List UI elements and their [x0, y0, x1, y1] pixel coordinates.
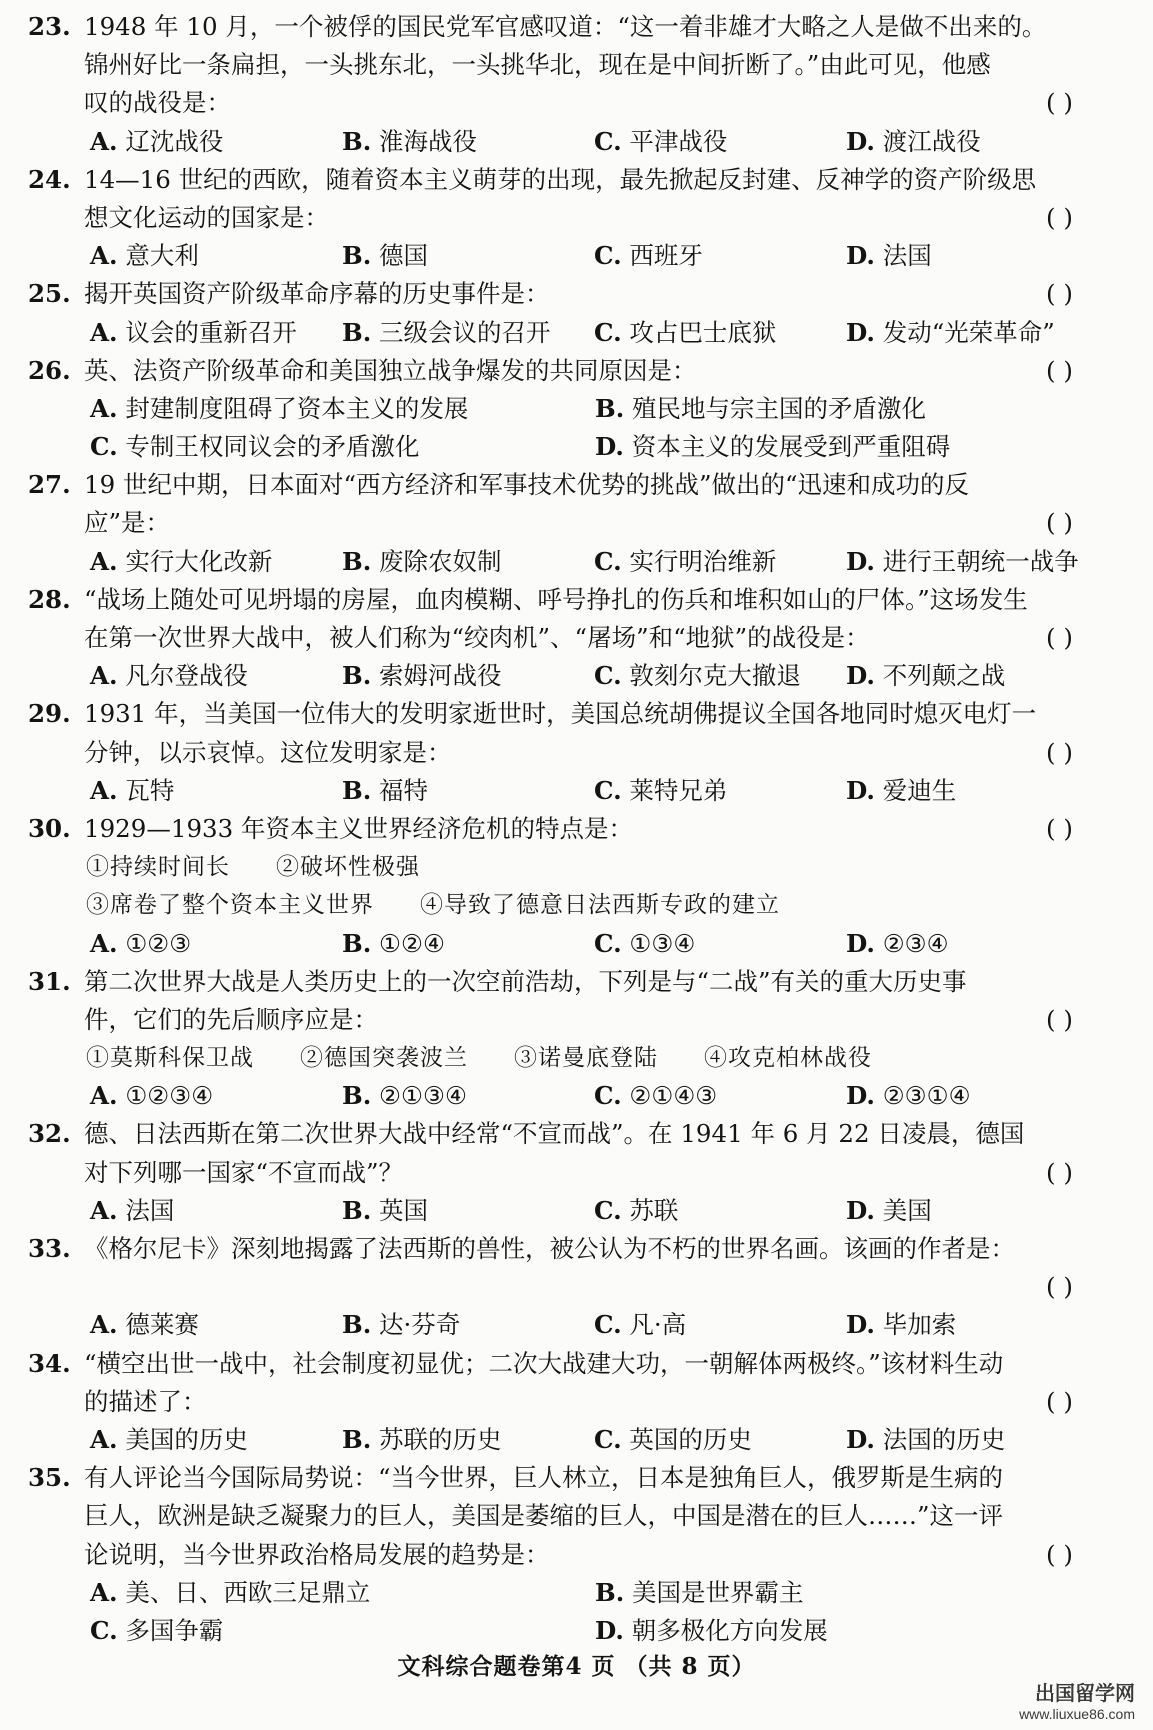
option-b	[342, 237, 594, 275]
question-text: 德、日法西斯在第二次世界大战中经常“不宣而战”。在 1941 年 6 月 22 日凌晨，德国	[84, 1119, 1025, 1149]
question-stem-line	[28, 1154, 1128, 1192]
question-stem-line	[28, 734, 1128, 772]
option-label: A.	[90, 546, 118, 576]
option-text: 苏联的历史	[379, 1424, 502, 1454]
option-c	[90, 428, 595, 466]
question-text: “横空出世一战中，社会制度初显优；二次大战建大功，一朝解体两极终。”该材料生动	[84, 1348, 1004, 1378]
question-stem-line	[28, 810, 1128, 848]
option-d	[846, 123, 1098, 161]
option-b	[342, 1306, 594, 1344]
question-26	[28, 352, 1128, 467]
option-text: 封建制度阻碍了资本主义的发展	[125, 393, 469, 423]
option-a	[90, 543, 342, 581]
numbered-item: ②破坏性极强	[276, 854, 420, 881]
answer-blank: ( )	[1046, 1386, 1073, 1416]
option-c	[594, 314, 846, 352]
option-d	[846, 1192, 1098, 1230]
question-23	[28, 8, 1128, 161]
option-text: 进行王朝统一战争	[882, 546, 1079, 576]
option-text: 敦刻尔克大撤退	[629, 661, 801, 691]
option-row	[28, 1612, 1128, 1650]
option-row	[28, 657, 1128, 695]
option-text: 渡江战役	[882, 126, 981, 156]
question-number: 30.	[28, 813, 71, 843]
question-number: 25.	[28, 279, 71, 309]
option-row	[28, 428, 1128, 466]
question-text: 锦州好比一条扁担，一头挑东北，一头挑华北，现在是中间折断了。”由此可见，他感	[84, 50, 991, 80]
option-label: C.	[594, 1081, 622, 1111]
option-label: B.	[342, 1081, 372, 1111]
option-label: B.	[595, 1577, 625, 1607]
option-text: 西班牙	[629, 241, 703, 271]
option-row	[28, 237, 1128, 275]
option-d	[846, 1421, 1098, 1459]
option-label: C.	[594, 1424, 622, 1454]
numbered-item: ③诺曼底登陆	[514, 1045, 658, 1072]
option-a	[90, 123, 342, 161]
option-d	[846, 925, 1098, 963]
option-label: A.	[90, 1577, 118, 1607]
option-c	[594, 1306, 846, 1344]
option-text: 议会的重新召开	[125, 317, 297, 347]
option-d	[595, 428, 1100, 466]
question-text: 《格尔尼卡》深刻地揭露了法西斯的兽性，被公认为不朽的世界名画。该画的作者是：	[84, 1234, 1015, 1263]
question-number: 35.	[28, 1463, 71, 1493]
answer-blank: ( )	[1046, 813, 1073, 843]
question-25	[28, 275, 1128, 351]
option-label: C.	[594, 1195, 622, 1225]
option-text: ②③①④	[882, 1081, 971, 1111]
answer-blank: ( )	[1046, 279, 1073, 309]
question-stem-line	[28, 1345, 1128, 1383]
question-29	[28, 695, 1128, 810]
option-c	[594, 925, 846, 963]
option-a	[90, 925, 342, 963]
option-label: C.	[594, 928, 622, 958]
question-stem-line	[28, 1001, 1128, 1039]
option-label: C.	[594, 126, 622, 156]
question-number: 34.	[28, 1348, 71, 1378]
question-number: 24.	[28, 164, 71, 194]
option-label: B.	[342, 1424, 372, 1454]
option-label: A.	[90, 1195, 118, 1225]
answer-blank: ( )	[1046, 355, 1073, 385]
option-text: 多国争霸	[125, 1615, 224, 1645]
option-label: A.	[90, 928, 118, 958]
option-text: 法国的历史	[882, 1424, 1006, 1454]
question-24	[28, 161, 1128, 276]
option-label: B.	[342, 1310, 372, 1340]
option-label: B.	[342, 661, 372, 691]
option-a	[90, 1077, 342, 1115]
option-a	[90, 657, 342, 695]
option-text: 法国	[125, 1195, 175, 1225]
question-text: 1948 年 10 月，一个被俘的国民党军官感叹道：“这一着非雄才大略之人是做不出来的。	[84, 12, 1047, 41]
watermark-name: 出国留学网	[1035, 1683, 1135, 1705]
option-a	[90, 237, 342, 275]
question-text: 19 世纪中期，日本面对“西方经济和军事技术优势的挑战”做出的“迅速和成功的反	[84, 470, 970, 500]
option-label: A.	[90, 661, 118, 691]
question-stem-line	[28, 84, 1128, 122]
question-text: 的描述了：	[84, 1386, 207, 1416]
option-label: D.	[595, 1615, 624, 1645]
option-a	[90, 1574, 595, 1612]
question-text: 对下列哪一国家“不宣而战”？	[84, 1157, 404, 1187]
question-stem-line	[28, 352, 1128, 390]
option-label: C.	[90, 432, 118, 462]
option-c	[594, 1192, 846, 1230]
option-label: C.	[594, 775, 622, 805]
question-text: 揭开英国资产阶级革命序幕的历史事件是：	[84, 279, 550, 309]
option-text: 朝多极化方向发展	[631, 1615, 828, 1645]
question-stem-line	[28, 1268, 1128, 1306]
option-label: D.	[846, 928, 875, 958]
question-number: 29.	[28, 699, 71, 729]
item-row	[28, 1039, 1128, 1077]
option-label: C.	[594, 546, 622, 576]
numbered-item: ④攻克柏林战役	[704, 1045, 872, 1072]
option-c	[594, 772, 846, 810]
question-text: 在第一次世界大战中，被人们称为“绞肉机”、“屠场”和“地狱”的战役是：	[84, 623, 870, 652]
numbered-item: ①持续时间长	[86, 854, 230, 881]
question-number: 26.	[28, 355, 71, 385]
answer-blank: ( )	[1046, 623, 1073, 652]
option-row	[28, 1574, 1128, 1612]
question-text: 1931 年，当美国一位伟大的发明家逝世时，美国总统胡佛提议全国各地同时熄灭电灯一	[84, 699, 1037, 729]
option-label: C.	[90, 1615, 118, 1645]
option-text: ①②③	[125, 928, 192, 958]
option-text: 瓦特	[125, 775, 175, 805]
question-stem-line	[28, 581, 1128, 619]
option-label: A.	[90, 1424, 118, 1454]
numbered-item: ③席卷了整个资本主义世界	[86, 892, 374, 919]
question-stem-line	[28, 161, 1128, 199]
option-b	[342, 925, 594, 963]
option-text: 攻占巴士底狱	[629, 317, 777, 347]
option-label: B.	[595, 393, 625, 423]
option-label: C.	[594, 241, 622, 271]
question-stem-line	[28, 695, 1128, 733]
question-number: 23.	[28, 12, 71, 41]
option-label: D.	[846, 661, 875, 691]
question-text: 第二次世界大战是人类历史上的一次空前浩劫，下列是与“二战”有关的重大历史事	[84, 966, 967, 996]
item-row	[28, 886, 1128, 924]
option-label: A.	[90, 775, 118, 805]
option-text: 英国的历史	[629, 1424, 752, 1454]
option-b	[342, 1077, 594, 1115]
option-text: 法国	[882, 241, 932, 271]
option-text: 美国的历史	[125, 1424, 248, 1454]
option-c	[594, 657, 846, 695]
option-text: 德莱赛	[125, 1310, 199, 1340]
answer-blank: ( )	[1046, 1004, 1073, 1034]
question-stem-line	[28, 46, 1128, 84]
option-row	[28, 1306, 1128, 1344]
option-c	[594, 1077, 846, 1115]
question-28	[28, 581, 1128, 696]
option-label: A.	[90, 126, 118, 156]
option-label: D.	[846, 1081, 875, 1111]
option-b	[342, 1192, 594, 1230]
option-label: A.	[90, 393, 118, 423]
question-number: 28.	[28, 584, 71, 614]
answer-blank: ( )	[1046, 202, 1073, 232]
option-text: 实行大化改新	[125, 546, 273, 576]
question-number: 33.	[28, 1234, 71, 1263]
numbered-item: ④导致了德意日法西斯专政的建立	[420, 892, 780, 919]
option-text: ①②④	[379, 928, 445, 958]
question-stem-line	[28, 1536, 1128, 1574]
option-d	[595, 1612, 1100, 1650]
option-a	[90, 1421, 342, 1459]
option-text: 美国	[882, 1195, 932, 1225]
option-c	[594, 237, 846, 275]
option-label: C.	[594, 1310, 622, 1340]
option-text: 意大利	[125, 241, 199, 271]
option-label: D.	[846, 126, 875, 156]
exam-page	[28, 8, 1128, 1658]
option-text: 毕加索	[882, 1310, 957, 1340]
option-row	[28, 1192, 1128, 1230]
option-row	[28, 1421, 1128, 1459]
option-b	[342, 123, 594, 161]
option-text: 福特	[379, 775, 429, 805]
question-stem-line	[28, 466, 1128, 504]
option-row	[28, 772, 1128, 810]
option-c	[594, 543, 846, 581]
question-text: 论说明，当今世界政治格局发展的趋势是：	[84, 1539, 550, 1569]
option-label: B.	[342, 126, 372, 156]
option-b	[342, 543, 594, 581]
option-text: 不列颠之战	[882, 661, 1006, 691]
question-stem-line	[28, 1383, 1128, 1421]
option-a	[90, 1192, 342, 1230]
option-label: A.	[90, 241, 118, 271]
option-label: D.	[846, 317, 875, 347]
option-text: 淮海战役	[379, 126, 478, 156]
question-stem-line	[28, 275, 1128, 313]
question-30	[28, 810, 1128, 963]
question-stem-line	[28, 963, 1128, 1001]
option-row	[28, 123, 1128, 161]
question-text: 件，它们的先后顺序应是：	[84, 1004, 378, 1034]
question-number: 32.	[28, 1119, 71, 1149]
question-text: “战场上随处可见坍塌的房屋，血肉模糊、呼号挣扎的伤兵和堆积如山的尸体。”这场发生	[84, 584, 1028, 614]
option-text: 美国是世界霸主	[632, 1577, 804, 1607]
question-31	[28, 963, 1128, 1116]
question-text: 想文化运动的国家是：	[84, 202, 329, 232]
question-text: 分钟，以示哀悼。这位发明家是：	[84, 737, 452, 767]
option-text: 资本主义的发展受到严重阻碍	[631, 432, 951, 462]
option-b	[342, 657, 594, 695]
question-stem-line	[28, 1230, 1128, 1268]
answer-blank: ( )	[1046, 508, 1073, 538]
answer-blank: ( )	[1046, 1157, 1073, 1187]
question-number: 27.	[28, 470, 71, 500]
option-d	[846, 314, 1098, 352]
option-a	[90, 1306, 342, 1344]
option-label: D.	[846, 775, 875, 805]
numbered-item: ①莫斯科保卫战	[86, 1045, 254, 1072]
option-text: 索姆河战役	[379, 661, 502, 691]
option-label: D.	[846, 1310, 875, 1340]
question-34	[28, 1345, 1128, 1460]
numbered-item: ②德国突袭波兰	[300, 1045, 468, 1072]
option-text: 辽沈战役	[125, 126, 224, 156]
question-stem-line	[28, 1497, 1128, 1535]
option-text: 爱迪生	[882, 775, 957, 805]
option-a	[90, 390, 595, 428]
watermark-url: www.liuxue86.com	[1019, 1706, 1135, 1722]
option-text: 美、日、西欧三足鼎立	[125, 1577, 371, 1607]
option-label: D.	[846, 546, 875, 576]
question-text: 应”是：	[84, 508, 171, 538]
option-row	[28, 1077, 1128, 1115]
option-b	[342, 772, 594, 810]
option-text: 德国	[379, 241, 429, 271]
option-label: D.	[595, 432, 624, 462]
option-d	[846, 1077, 1098, 1115]
option-text: 平津战役	[629, 126, 728, 156]
option-label: A.	[90, 1310, 118, 1340]
page-footer: 文科综合题卷第4 页 （共 8 页）	[397, 1653, 756, 1680]
question-text: 巨人，欧洲是缺乏凝聚力的巨人，美国是萎缩的巨人，中国是潜在的巨人……”这一评	[84, 1501, 1004, 1531]
option-text: 废除农奴制	[379, 546, 502, 576]
question-text: 14—16 世纪的西欧，随着资本主义萌芽的出现，最先掀起反封建、反神学的资产阶级思	[84, 164, 1037, 194]
question-32	[28, 1115, 1128, 1230]
option-c	[594, 123, 846, 161]
answer-blank: ( )	[1046, 737, 1073, 767]
option-text: 殖民地与宗主国的矛盾激化	[632, 393, 927, 423]
option-b	[595, 1574, 1100, 1612]
question-stem-line	[28, 199, 1128, 237]
question-text: 英、法资产阶级革命和美国独立战争爆发的共同原因是：	[84, 355, 697, 385]
answer-blank: ( )	[1046, 1539, 1073, 1569]
option-text: 凡·高	[629, 1310, 687, 1340]
question-35	[28, 1459, 1128, 1650]
option-c	[594, 1421, 846, 1459]
option-text: 英国	[379, 1195, 429, 1225]
option-label: B.	[342, 1195, 372, 1225]
option-d	[846, 657, 1098, 695]
option-a	[90, 772, 342, 810]
option-text: ②①③④	[379, 1081, 467, 1111]
option-d	[846, 237, 1098, 275]
option-text: 苏联	[629, 1195, 679, 1225]
option-text: 实行明治维新	[629, 546, 777, 576]
option-label: B.	[342, 317, 372, 347]
option-label: C.	[594, 661, 622, 691]
option-b	[342, 1421, 594, 1459]
option-a	[90, 314, 342, 352]
option-row	[28, 543, 1128, 581]
option-text: 三级会议的召开	[379, 317, 551, 347]
question-27	[28, 466, 1128, 581]
question-stem-line	[28, 504, 1128, 542]
question-stem-line	[28, 8, 1128, 46]
option-label: D.	[846, 1424, 875, 1454]
option-label: A.	[90, 1081, 118, 1111]
question-stem-line	[28, 619, 1128, 657]
option-d	[846, 772, 1098, 810]
option-text: 专制王权同议会的矛盾激化	[125, 432, 420, 462]
question-text: 1929—1933 年资本主义世界经济危机的特点是：	[84, 813, 633, 843]
question-number: 31.	[28, 966, 71, 996]
item-row	[28, 848, 1128, 886]
question-33	[28, 1230, 1128, 1345]
option-b	[342, 314, 594, 352]
answer-blank: ( )	[1046, 88, 1073, 118]
option-d	[846, 543, 1098, 581]
option-label: B.	[342, 928, 372, 958]
option-text: ②③④	[882, 928, 949, 958]
option-c	[90, 1612, 595, 1650]
option-label: C.	[594, 317, 622, 347]
option-label: D.	[846, 1195, 875, 1225]
option-row	[28, 390, 1128, 428]
watermark-logo	[1019, 1682, 1135, 1722]
option-text: 凡尔登战役	[125, 661, 248, 691]
answer-blank: ( )	[1046, 1272, 1073, 1302]
question-stem-line	[28, 1115, 1128, 1153]
option-label: B.	[342, 241, 372, 271]
option-text: ①②③④	[125, 1081, 214, 1111]
option-label: D.	[846, 241, 875, 271]
question-text: 有人评论当今国际局势说：“当今世界，巨人林立，日本是独角巨人，俄罗斯是生病的	[84, 1463, 1004, 1493]
option-d	[846, 1306, 1098, 1344]
question-text: 叹的战役是：	[84, 88, 231, 118]
option-label: A.	[90, 317, 118, 347]
option-text: 达·芬奇	[379, 1310, 461, 1340]
option-row	[28, 925, 1128, 963]
option-text: ②①④③	[629, 1081, 718, 1111]
option-row	[28, 314, 1128, 352]
question-stem-line	[28, 1459, 1128, 1497]
option-text: 发动“光荣革命”	[882, 317, 1055, 347]
option-label: B.	[342, 775, 372, 805]
option-label: B.	[342, 546, 372, 576]
option-b	[595, 390, 1100, 428]
option-text: 莱特兄弟	[629, 775, 728, 805]
option-text: ①③④	[629, 928, 696, 958]
